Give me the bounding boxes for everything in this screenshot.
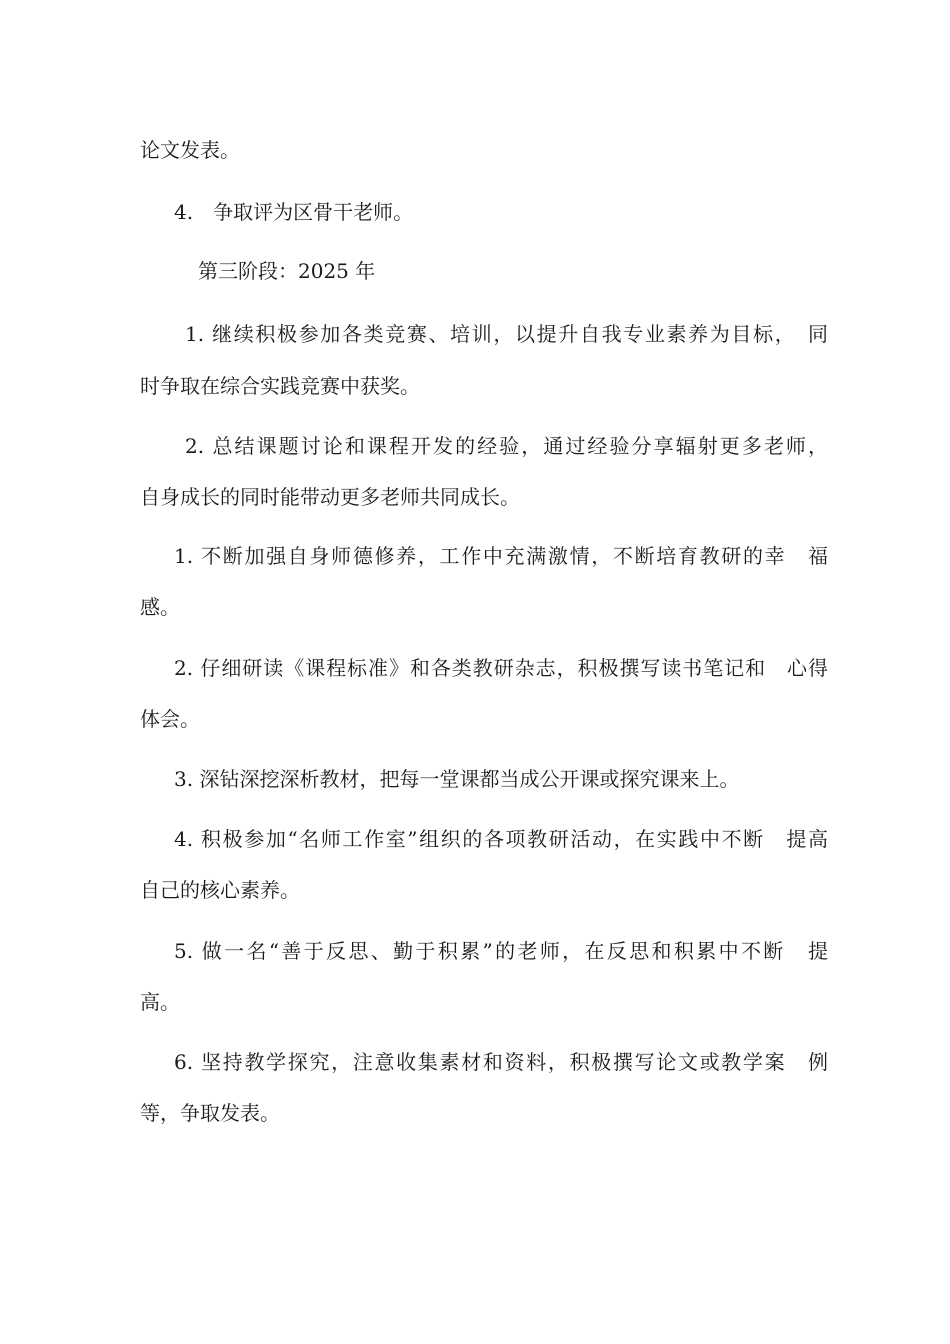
paragraph-line: 2. 总结课题讨论和课程开发的经验，通过经验分享辐射更多老师， [185, 434, 828, 458]
paragraph-line: 1. 继续积极参加各类竞赛、培训，以提升自我专业素养为目标， 同 [185, 322, 828, 346]
list-item: 3. 深钻深挖深析教材，把每一堂课都当成公开课或探究课来上。 [174, 767, 740, 791]
paragraph-line: 自己的核心素养。 [140, 878, 300, 902]
paragraph-line: 感。 [140, 595, 180, 619]
paragraph-line: 论文发表。 [140, 138, 240, 162]
list-item: 1. 不断加强自身师德修养，工作中充满激情，不断培育教研的幸 福 [174, 544, 828, 568]
list-item: 4. 积极参加“名师工作室”组织的各项教研活动，在实践中不断 提高 [174, 827, 828, 851]
paragraph-line: 等，争取发表。 [140, 1101, 280, 1125]
paragraph-line: 高。 [140, 990, 180, 1014]
list-item: 5. 做一名“善于反思、勤于积累”的老师，在反思和积累中不断 提 [174, 939, 828, 963]
paragraph-line: 体会。 [140, 707, 200, 731]
stage-heading: 第三阶段：2025 年 [198, 259, 376, 283]
paragraph-line: 自身成长的同时能带动更多老师共同成长。 [140, 485, 520, 509]
paragraph-line: 时争取在综合实践竞赛中获奖。 [140, 374, 420, 398]
list-item-4: 4. 争取评为区骨干老师。 [174, 200, 414, 224]
list-item: 6. 坚持教学探究，注意收集素材和资料，积极撰写论文或教学案 例 [174, 1050, 828, 1074]
list-item: 2. 仔细研读《课程标准》和各类教研杂志，积极撰写读书笔记和 心得 [174, 656, 828, 680]
